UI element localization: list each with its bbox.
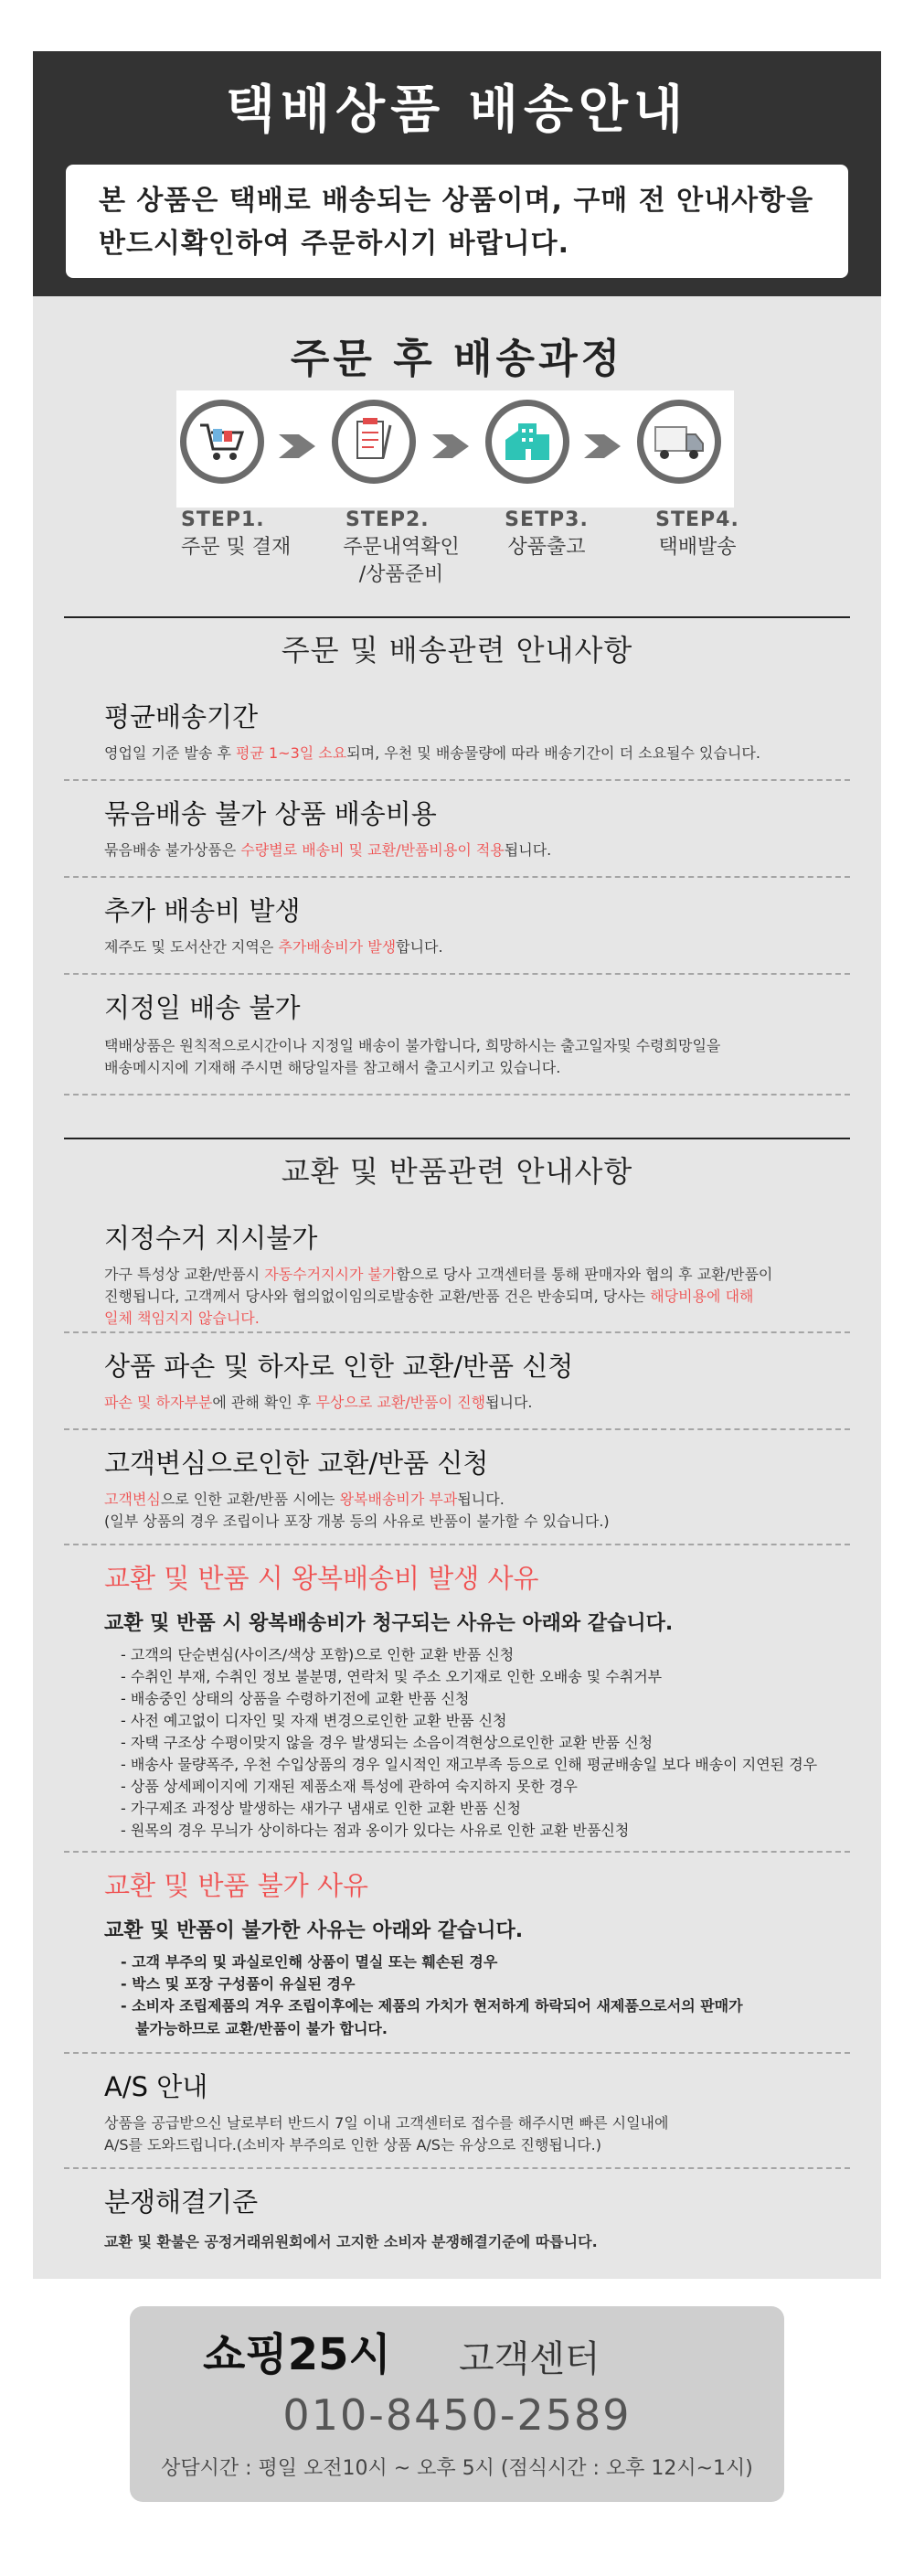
designated-pickup-item — [64, 1203, 850, 1333]
return-section-title: 교환 및 반품관련 안내사항 — [64, 1138, 850, 1191]
step-3-label: 상품출고 — [507, 536, 586, 559]
round-trip-reason-list — [121, 1644, 817, 1842]
customer-center-box — [130, 2306, 784, 2502]
item-text: 고객변심으로 인한 교환/반품 시에는 왕복배송비가 부과됩니다. (일부 상품의 경우 조립이나 포장 개봉 등의 사유로 반품이 불가할 수 있습니다.) — [104, 1491, 610, 1530]
shopping-cart-icon — [180, 400, 264, 484]
step-3 — [492, 507, 601, 561]
item-text: 파손 및 하자부분에 관해 확인 후 무상으로 교환/반품이 진행됩니다. — [104, 1394, 533, 1411]
dispute-item — [64, 2167, 850, 2268]
header-banner — [33, 51, 881, 296]
step-2 — [333, 507, 470, 589]
step-4-code: STEP4. — [655, 508, 739, 531]
list-item: - 소비자 조립제품의 겨우 조립이후에는 제품의 가치가 현저하게 하락되어 새제품으로서의 판매가 — [121, 1995, 743, 2017]
no-return-title: 교환 및 반품 불가 사유 — [104, 1870, 368, 1901]
list-item: - 사전 예고없이 디자인 및 자재 변경으로인한 교환 반품 신청 — [121, 1710, 817, 1732]
list-item: - 가구제조 과정상 발생하는 새가구 냄새로 인한 교환 반품 신청 — [121, 1798, 817, 1820]
delivery-truck-icon — [637, 400, 721, 484]
notice-line-1: 본 상품은 택배로 배송되는 상품이며, 구매 전 안내사항을 — [99, 185, 814, 217]
clipboard-pen-icon — [332, 400, 416, 484]
phone-number[interactable]: 010-8450-2589 — [282, 2390, 632, 2440]
item-text: 영업일 기준 발송 후 평균 1~3일 소요되며, 우천 및 배송물량에 따라 배송기간이 더 소요될수 있습니다. — [104, 744, 760, 762]
chevron-right-icon — [584, 431, 624, 462]
step-4 — [647, 507, 748, 561]
round-trip-subtitle: 교환 및 반품 시 왕복배송비가 청구되는 사유는 아래와 같습니다. — [104, 1612, 674, 1635]
item-text: 묶음배송 불가상품은 수량별로 배송비 및 교환/반품비용이 적용됩니다. — [104, 841, 552, 859]
no-return-subtitle: 교환 및 반품이 불가한 사유는 아래와 같습니다. — [104, 1919, 524, 1942]
item-text: 교환 및 환불은 공정거래위원회에서 고지한 소비자 분쟁해결기준에 따릅니다. — [104, 2233, 598, 2250]
list-item: - 자택 구조상 수평이맞지 않을 경우 발생되는 소음이격현상으로인한 교환 반품 신청 — [121, 1732, 817, 1754]
order-section-title: 주문 및 배송관련 안내사항 — [64, 616, 850, 669]
item-title: A/S 안내 — [104, 2071, 208, 2102]
damage-return-item — [64, 1331, 850, 1430]
list-item: - 배송사 물량폭주, 우천 수입상품의 경우 일시적인 재고부족 등으로 인해 평균배송일 보다 배송이 지연된 경우 — [121, 1754, 817, 1776]
guide-body — [33, 296, 881, 2279]
warehouse-icon — [485, 400, 569, 484]
avg-delivery-item — [64, 682, 850, 781]
step-2-code: STEP2. — [345, 508, 430, 531]
no-return-item — [64, 1851, 850, 2054]
brand-name: 쇼핑25시 — [203, 2329, 391, 2380]
item-title: 평균배송기간 — [104, 701, 259, 732]
chevron-right-icon — [279, 431, 319, 462]
chevron-right-icon — [432, 431, 473, 462]
item-title: 묶음배송 불가 상품 배송비용 — [104, 798, 437, 829]
item-title: 추가 배송비 발생 — [104, 895, 301, 926]
round-trip-title: 교환 및 반품 시 왕복배송비 발생 사유 — [104, 1563, 539, 1594]
extra-shipping-item — [64, 876, 850, 975]
item-title: 지정일 배송 불가 — [104, 992, 301, 1023]
list-item: - 박스 및 포장 구성품이 유실된 경우 — [121, 1973, 743, 1995]
process-diagram — [176, 390, 734, 508]
page-title: 택배상품 배송안내 — [225, 80, 689, 140]
customer-center-label: 고객센터 — [459, 2338, 600, 2380]
list-item: - 원목의 경우 무늬가 상이하다는 점과 옹이가 있다는 사유로 인한 교환 반품신청 — [121, 1820, 817, 1842]
notice-box — [66, 165, 848, 278]
step-2-label: 주문내역확인 — [343, 536, 460, 559]
step-1 — [181, 507, 309, 561]
list-item: - 배송중인 상태의 상품을 수령하기전에 교환 반품 신청 — [121, 1688, 817, 1710]
item-title: 지정수거 지시불가 — [104, 1223, 318, 1254]
no-return-reason-list — [121, 1951, 743, 2017]
item-title: 상품 파손 및 하자로 인한 교환/반품 신청 — [104, 1351, 574, 1382]
step-2-label-2: /상품준비 — [358, 563, 444, 586]
step-1-code: STEP1. — [181, 508, 265, 531]
item-text: 제주도 및 도서산간 지역은 추가배송비가 발생합니다. — [104, 938, 443, 956]
item-title: 고객변심으로인한 교환/반품 신청 — [104, 1448, 489, 1479]
process-title: 주문 후 배송과정 — [290, 336, 624, 382]
notice-line-2: 반드시확인하여 주문하시기 바랍니다. — [99, 228, 569, 260]
step-1-label: 주문 및 결재 — [181, 536, 292, 559]
change-mind-item — [64, 1428, 850, 1545]
as-info-item — [64, 2052, 850, 2169]
list-item: - 고객 부주의 및 과실로인해 상품이 멸실 또는 훼손된 경우 — [121, 1951, 743, 1973]
item-text: 택배상품은 원칙적으로시간이나 지정일 배송이 불가합니다, 희망하시는 출고일자및 수령희망일을 배송메시지에 기재해 주시면 해당일자를 참고해서 출고시키고 있습니다. — [104, 1037, 721, 1076]
step-3-code: SETP3. — [505, 508, 589, 531]
bundle-shipping-item — [64, 779, 850, 878]
round-trip-fee-item — [64, 1544, 850, 1853]
item-text: 가구 특성상 교환/반품시 자동수거지시가 불가함으로 당사 고객센터를 통해 판매자와 협의 후 교환/반품이 진행됩니다, 고객께서 당사와 협의없이임의로발송한 교환/반품 건은 반송되며, 당사는 해당비용에 대해 일체 책임지지 않습니다. — [104, 1266, 773, 1327]
item-text: 상품을 공급받으신 날로부터 반드시 7일 이내 고객센터로 접수를 해주시면 빠른 시일내에 A/S를 도와드립니다.(소비자 부주의로 인한 상품 A/S는 유상으로 진행됩니다.) — [104, 2114, 669, 2154]
list-item: - 상품 상세페이지에 기재된 제품소재 특성에 관하여 숙지하지 못한 경우 — [121, 1776, 817, 1798]
business-hours: 상담시간 : 평일 오전10시 ~ 오후 5시 (점식시간 : 오후 12시~1시) — [161, 2457, 753, 2480]
list-item: - 수취인 부재, 수취인 정보 불분명, 연락처 및 주소 오기재로 인한 오배송 및 수취거부 — [121, 1666, 817, 1688]
item-title: 분쟁해결기준 — [104, 2186, 259, 2218]
no-return-reason-cont: 불가능하므로 교환/반품이 불가 합니다. — [135, 2020, 388, 2037]
no-date-delivery-item — [64, 973, 850, 1096]
list-item: - 고객의 단순변심(사이즈/색상 포함)으로 인한 교환 반품 신청 — [121, 1644, 817, 1666]
step-4-label: 택배발송 — [658, 536, 737, 559]
